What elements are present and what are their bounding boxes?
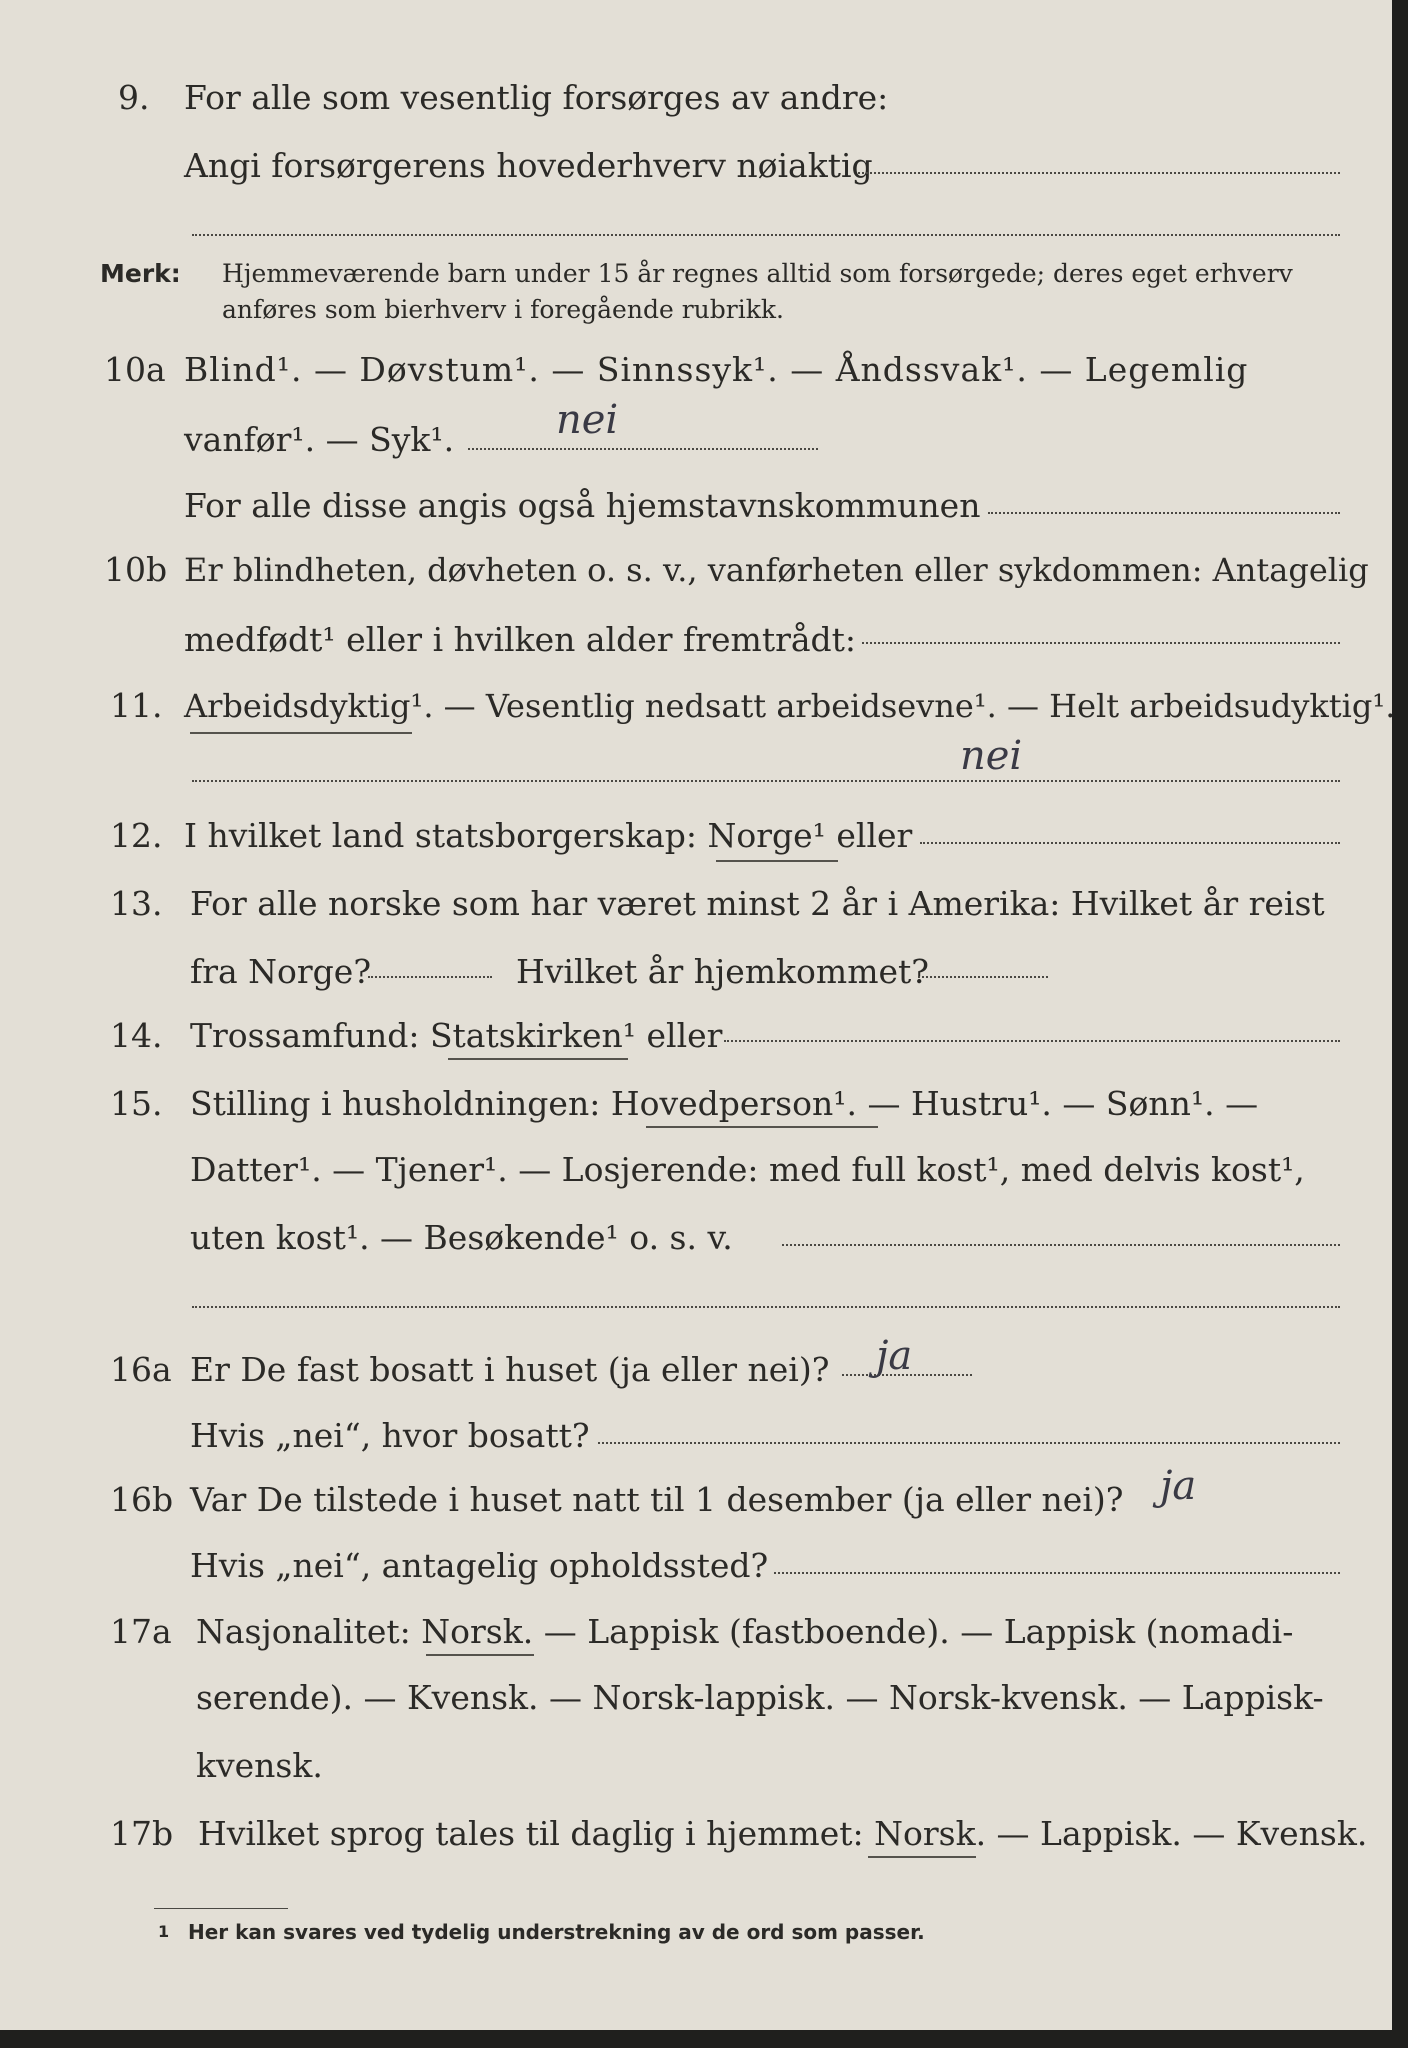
question-text: Arbeidsdyktig¹. — Vesentlig nedsatt arbeidsevne¹. — Helt arbeidsudyktig¹.	[184, 687, 1396, 725]
question-text: For alle disse angis også hjemstavnskommunen	[184, 486, 981, 525]
question-text: Var De tilstede i huset natt til 1 desember (ja eller nei)?	[190, 1480, 1124, 1519]
question-text: fra Norge?	[190, 952, 372, 991]
question-number: 14.	[110, 1016, 163, 1055]
question-text: I hvilket land statsborgerskap: Norge¹ eller	[184, 816, 913, 855]
handwritten-answer: ja	[876, 1333, 913, 1379]
question-text: Er De fast bosatt i huset (ja eller nei)?	[190, 1350, 830, 1389]
footnote-text: Her kan svares ved tydelig understrekning av de ord som passer.	[188, 1920, 925, 1944]
answer-line[interactable]	[192, 780, 1340, 782]
question-text: uten kost¹. — Besøkende¹ o. s. v.	[190, 1218, 733, 1257]
question-text: medfødt¹ eller i hvilken alder fremtrådt:	[184, 620, 857, 659]
question-text: Nasjonalitet: Norsk. — Lappisk (fastboende). — Lappisk (nomadi-	[196, 1612, 1294, 1651]
answer-line[interactable]	[920, 842, 1340, 844]
question-number: 17a	[110, 1612, 172, 1651]
question-number: 11.	[110, 686, 163, 725]
question-number: 13.	[110, 884, 163, 923]
answer-underline	[448, 1058, 628, 1060]
answer-line[interactable]	[782, 1244, 1340, 1246]
answer-line[interactable]	[468, 448, 818, 450]
answer-line[interactable]	[724, 1040, 1340, 1042]
question-text: For alle som vesentlig forsørges av andre:	[184, 78, 889, 117]
handwritten-answer: nei	[556, 397, 619, 443]
handwritten-answer: ja	[1160, 1463, 1197, 1509]
question-text: Trossamfund: Statskirken¹ eller	[190, 1016, 723, 1055]
question-text: Hvis „nei“, hvor bosatt?	[190, 1416, 590, 1455]
question-text: vanfør¹. — Syk¹.	[184, 420, 455, 459]
question-text: For alle norske som har været minst 2 år i Amerika: Hvilket år reist	[190, 884, 1325, 923]
question-text: Angi forsørgerens hovederhverv nøiaktig	[184, 146, 873, 185]
question-text: serende). — Kvensk. — Norsk-lappisk. — Norsk-kvensk. — Lappisk-	[196, 1678, 1324, 1717]
question-text: kvensk.	[196, 1746, 323, 1785]
question-number: 16a	[110, 1350, 172, 1389]
answer-underline	[646, 1126, 878, 1128]
answer-line[interactable]	[862, 642, 1340, 644]
question-text: Hvilket år hjemkommet?	[516, 952, 929, 991]
handwritten-answer: nei	[960, 733, 1023, 779]
question-number: 9.	[118, 78, 150, 117]
question-text: Stilling i husholdningen: Hovedperson¹. — Hustru¹. — Sønn¹. —	[190, 1084, 1259, 1123]
note-text: anføres som bierhverv i foregående rubrikk.	[222, 295, 784, 324]
question-number: 17b	[110, 1814, 174, 1853]
answer-line[interactable]	[988, 512, 1340, 514]
answer-underline	[716, 860, 838, 862]
answer-line[interactable]	[598, 1442, 1340, 1444]
answer-underline	[426, 1654, 534, 1656]
footnote-mark: 1	[158, 1922, 170, 1941]
question-text: Datter¹. — Tjener¹. — Losjerende: med full kost¹, med delvis kost¹,	[190, 1150, 1305, 1189]
question-number: 10a	[104, 350, 166, 389]
answer-underline	[868, 1856, 976, 1858]
question-text: Hvis „nei“, antagelig opholdssted?	[190, 1546, 769, 1585]
answer-line[interactable]	[192, 234, 1340, 236]
question-number: 16b	[110, 1480, 174, 1519]
question-number: 10b	[104, 550, 168, 589]
question-text: Er blindheten, døvheten o. s. v., vanførheten eller sykdommen: Antagelig	[184, 551, 1369, 589]
footnote-divider	[154, 1908, 288, 1909]
note-label: Merk:	[100, 259, 181, 288]
answer-line[interactable]	[774, 1572, 1340, 1574]
answer-line[interactable]	[918, 976, 1048, 978]
question-text: Hvilket sprog tales til daglig i hjemmet: Norsk. — Lappisk. — Kvensk.	[198, 1814, 1368, 1853]
answer-line[interactable]	[192, 1306, 1340, 1308]
question-number: 15.	[110, 1084, 163, 1123]
answer-line[interactable]	[368, 976, 492, 978]
answer-line[interactable]	[858, 172, 1340, 174]
answer-underline	[190, 732, 412, 734]
question-number: 12.	[110, 816, 163, 855]
question-text: Blind¹. — Døvstum¹. — Sinnssyk¹. — Åndssvak¹. — Legemlig	[184, 350, 1249, 389]
note-text: Hjemmeværende barn under 15 år regnes alltid som forsørgede; deres eget erhverv	[222, 259, 1293, 288]
